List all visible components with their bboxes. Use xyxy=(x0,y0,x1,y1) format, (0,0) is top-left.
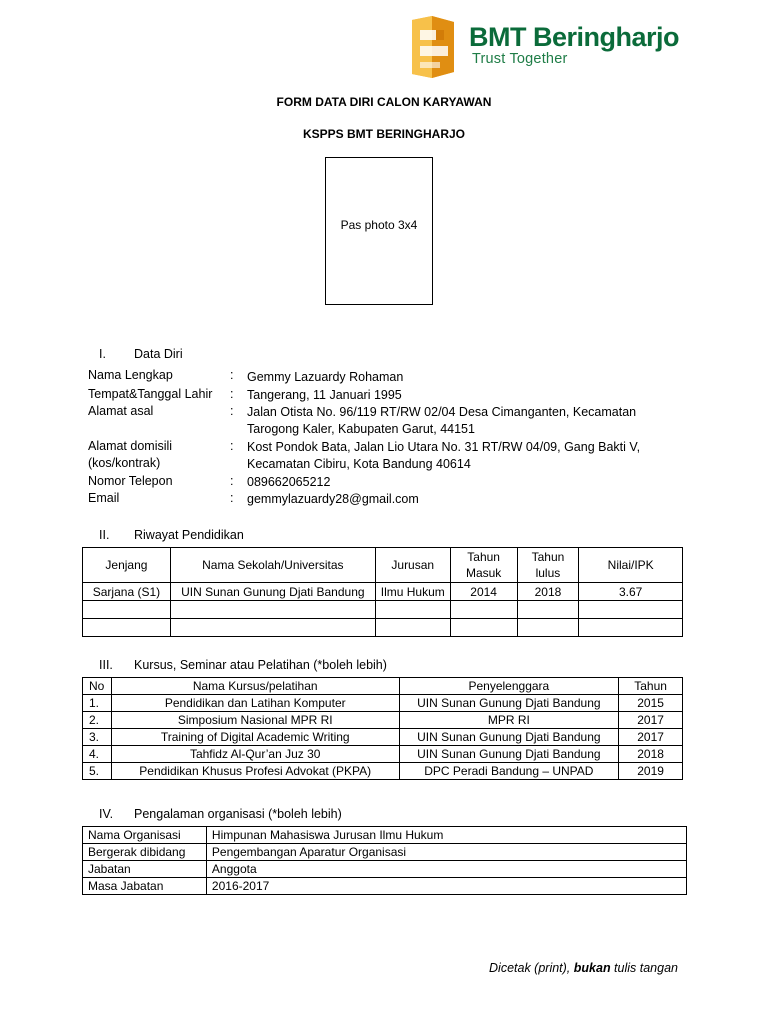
logo-name: BMT Beringharjo xyxy=(469,22,680,52)
table-row xyxy=(83,729,683,746)
table-cell: Sarjana (S1) xyxy=(83,583,171,601)
column-header: Nilai/IPK xyxy=(579,548,683,583)
table-cell: Anggota xyxy=(206,861,686,878)
stacked-b-logo-icon xyxy=(406,16,464,78)
table-cell: 1. xyxy=(83,695,112,712)
table-cell xyxy=(517,601,579,619)
print-note-text-end: tulis tangan xyxy=(610,961,678,975)
column-header: Jenjang xyxy=(83,548,171,583)
photo-placeholder xyxy=(325,157,433,305)
column-header: Tahun Masuk xyxy=(450,548,517,583)
table-cell: 3. xyxy=(83,729,112,746)
table-cell xyxy=(450,601,517,619)
table-cell xyxy=(517,619,579,637)
column-header: Penyelenggara xyxy=(399,678,619,695)
section-title: Data Diri xyxy=(134,347,183,361)
table-cell: UIN Sunan Gunung Djati Bandung xyxy=(399,746,619,763)
field-value: 089662065212 xyxy=(247,475,331,489)
field-colon: : xyxy=(230,439,234,453)
table-cell: Simposium Nasional MPR RI xyxy=(111,712,399,729)
table-row xyxy=(83,712,683,729)
table-cell: Training of Digital Academic Writing xyxy=(111,729,399,746)
table-cell: 2019 xyxy=(619,763,683,780)
column-header: No xyxy=(83,678,112,695)
logo-tagline: Trust Together xyxy=(472,51,568,67)
table-row xyxy=(83,601,683,619)
table-cell xyxy=(170,601,375,619)
table-cell: 2015 xyxy=(619,695,683,712)
table-cell xyxy=(450,619,517,637)
photo-label: Pas photo 3x4 xyxy=(340,218,418,232)
education-table xyxy=(82,547,683,637)
field-colon: : xyxy=(230,387,234,401)
field-colon: : xyxy=(230,368,234,382)
column-header: Nama Kursus/pelatihan xyxy=(111,678,399,695)
table-row xyxy=(83,844,687,861)
table-cell xyxy=(579,601,683,619)
column-header: Jurusan xyxy=(375,548,450,583)
field-colon: : xyxy=(230,404,234,418)
table-cell: Bergerak dibidang xyxy=(83,844,207,861)
section-number: III. xyxy=(99,658,113,672)
table-row xyxy=(83,695,683,712)
column-header: Tahun xyxy=(619,678,683,695)
table-cell: Himpunan Mahasiswa Jurusan Ilmu Hukum xyxy=(206,827,686,844)
table-cell: Pendidikan dan Latihan Komputer xyxy=(111,695,399,712)
table-cell: 2017 xyxy=(619,729,683,746)
table-cell: 2016-2017 xyxy=(206,878,686,895)
section-title: Pengalaman organisasi (*boleh lebih) xyxy=(134,807,342,821)
field-value-line2: Kecamatan Cibiru, Kota Bandung 40614 xyxy=(247,457,471,471)
table-row xyxy=(83,746,683,763)
section-title: Kursus, Seminar atau Pelatihan (*boleh lebih) xyxy=(134,658,387,672)
table-row xyxy=(83,763,683,780)
print-note-text: Dicetak (print), xyxy=(489,961,574,975)
field-label: Alamat asal xyxy=(88,404,154,418)
table-cell: UIN Sunan Gunung Djati Bandung xyxy=(399,729,619,746)
field-value: gemmylazuardy28@gmail.com xyxy=(247,492,419,506)
print-note-emphasis: bukan xyxy=(573,961,611,975)
field-label: Tempat&Tanggal Lahir xyxy=(88,387,213,401)
table-cell: UIN Sunan Gunung Djati Bandung xyxy=(399,695,619,712)
table-row xyxy=(83,878,687,895)
table-cell: 4. xyxy=(83,746,112,763)
field-colon: : xyxy=(230,491,234,505)
courses-table xyxy=(82,677,683,780)
section-number: II. xyxy=(99,528,110,542)
table-cell: Jabatan xyxy=(83,861,207,878)
table-header-row xyxy=(83,678,683,695)
table-cell xyxy=(579,619,683,637)
table-row xyxy=(83,583,683,601)
table-cell xyxy=(83,601,171,619)
table-cell: Pengembangan Aparatur Organisasi xyxy=(206,844,686,861)
table-cell xyxy=(375,601,450,619)
table-row xyxy=(83,827,687,844)
field-label: Nomor Telepon xyxy=(88,474,173,488)
table-cell xyxy=(375,619,450,637)
table-row xyxy=(83,861,687,878)
table-cell: 2. xyxy=(83,712,112,729)
print-note xyxy=(489,961,678,975)
table-cell: Nama Organisasi xyxy=(83,827,207,844)
field-label: Nama Lengkap xyxy=(88,368,173,382)
field-colon: : xyxy=(230,474,234,488)
field-value: Jalan Otista No. 96/119 RT/RW 02/04 Desa Cimanganten, Kecamatan xyxy=(247,405,637,419)
table-row xyxy=(83,619,683,637)
table-cell: 2018 xyxy=(517,583,579,601)
column-header: Tahun lulus xyxy=(517,548,579,583)
field-value: Tangerang, 11 Januari 1995 xyxy=(247,388,402,402)
field-label: Alamat domisili xyxy=(88,439,173,453)
table-header-row xyxy=(83,548,683,583)
table-cell: 5. xyxy=(83,763,112,780)
field-value: Gemmy Lazuardy Rohaman xyxy=(247,370,404,384)
table-cell: 2018 xyxy=(619,746,683,763)
form-subtitle: KSPPS BMT BERINGHARJO xyxy=(302,127,466,141)
table-cell: 3.67 xyxy=(579,583,683,601)
field-label-line2: (kos/kontrak) xyxy=(88,456,161,470)
section-number: IV. xyxy=(99,807,114,821)
section-title: Riwayat Pendidikan xyxy=(134,528,244,542)
table-cell xyxy=(170,619,375,637)
column-header: Nama Sekolah/Universitas xyxy=(170,548,375,583)
bmt-logo xyxy=(406,16,682,78)
field-value: Kost Pondok Bata, Jalan Lio Utara No. 31 RT/RW 04/09, Gang Bakti V, xyxy=(247,440,641,454)
field-value-line2: Tarogong Kaler, Kabupaten Garut, 44151 xyxy=(247,422,475,436)
table-cell: 2014 xyxy=(450,583,517,601)
table-cell: MPR RI xyxy=(399,712,619,729)
table-cell: DPC Peradi Bandung – UNPAD xyxy=(399,763,619,780)
field-label: Email xyxy=(88,491,120,505)
section-number: I. xyxy=(99,347,106,361)
form-title: FORM DATA DIRI CALON KARYAWAN xyxy=(276,95,492,109)
table-cell xyxy=(83,619,171,637)
table-cell: Ilmu Hukum xyxy=(375,583,450,601)
table-cell: Pendidikan Khusus Profesi Advokat (PKPA) xyxy=(111,763,399,780)
table-cell: 2017 xyxy=(619,712,683,729)
table-cell: Tahfidz Al-Qur’an Juz 30 xyxy=(111,746,399,763)
table-cell: Masa Jabatan xyxy=(83,878,207,895)
organization-table xyxy=(82,826,687,895)
table-cell: UIN Sunan Gunung Djati Bandung xyxy=(170,583,375,601)
